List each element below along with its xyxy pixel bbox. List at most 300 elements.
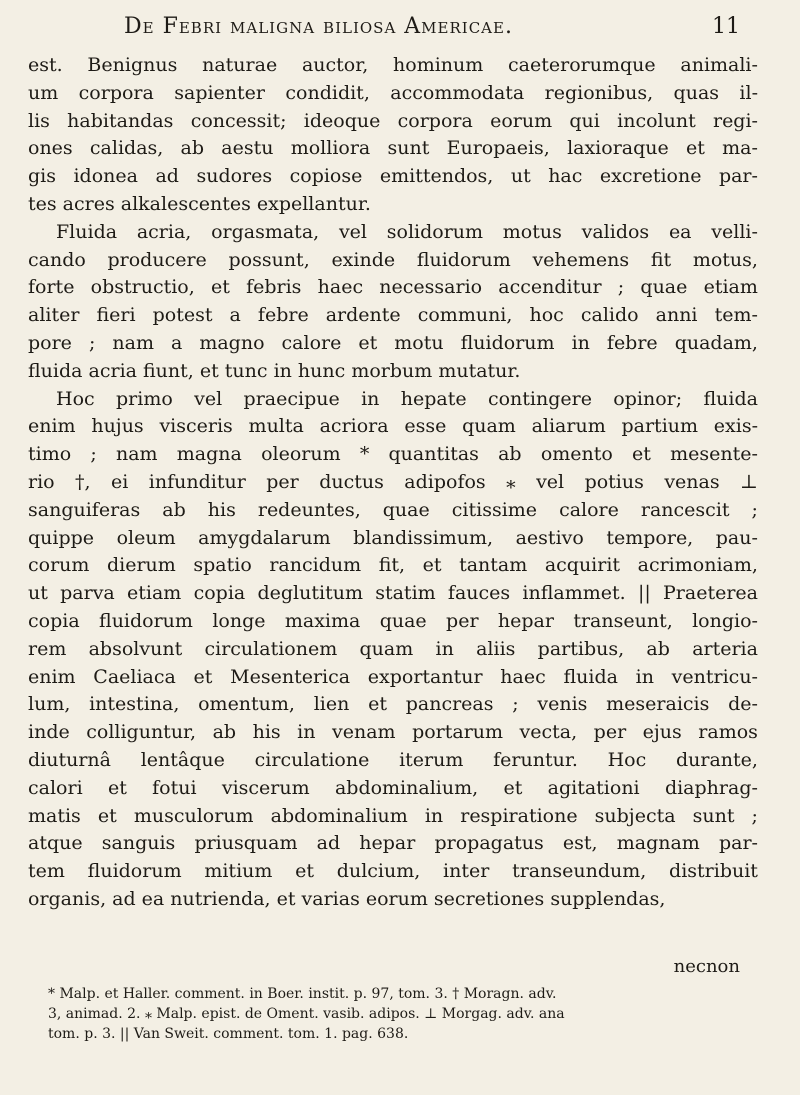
word: haec xyxy=(317,276,364,299)
word: †, xyxy=(75,470,91,493)
text-line xyxy=(28,803,758,831)
text-line xyxy=(28,163,758,191)
word: in xyxy=(435,637,454,660)
word: absolvunt xyxy=(88,637,183,660)
word: venis xyxy=(537,693,588,716)
word: venas xyxy=(664,470,720,493)
word: subjecta xyxy=(594,804,676,827)
word: accommodata xyxy=(390,81,525,104)
word: quippe xyxy=(28,526,95,549)
word: ab xyxy=(498,443,522,466)
word: a xyxy=(229,304,241,327)
word: vel xyxy=(194,387,223,410)
word: feruntur. xyxy=(493,748,578,771)
word: atque xyxy=(28,832,83,855)
word: motus xyxy=(502,220,562,243)
word: fotui xyxy=(152,776,197,799)
word: exis- xyxy=(713,415,758,438)
text-line: organis, ad ea nutrienda, et varias eorum secretiones supplendas, xyxy=(28,887,666,910)
word: sanguis xyxy=(101,832,176,855)
word: fluidorum xyxy=(99,609,193,632)
word: praecipue xyxy=(243,387,340,410)
word: et xyxy=(358,331,378,354)
word: calido xyxy=(580,304,639,327)
word: oleum xyxy=(116,526,176,549)
word: a xyxy=(170,331,183,354)
word: ei xyxy=(111,470,129,493)
word: in xyxy=(361,387,380,410)
word: il- xyxy=(739,81,758,104)
word: hac xyxy=(548,165,583,188)
text-line xyxy=(28,219,758,247)
word: calori xyxy=(28,776,83,799)
word: inflammet. xyxy=(522,582,626,605)
word: respiratione xyxy=(460,804,578,827)
word: ad xyxy=(155,165,179,188)
word: quam xyxy=(462,415,516,438)
word: inter xyxy=(443,860,490,883)
word: oleorum xyxy=(261,443,341,466)
word: quae xyxy=(640,276,688,299)
word: musculorum xyxy=(133,804,254,827)
word: lis xyxy=(28,109,50,132)
word: gis xyxy=(28,165,56,188)
word: aestivo xyxy=(515,526,584,549)
word: vel xyxy=(338,220,367,243)
word: visceris xyxy=(159,415,233,438)
body-text xyxy=(28,52,758,914)
word: ardente xyxy=(325,304,401,327)
word: lien xyxy=(313,693,350,716)
word: Mesenterica xyxy=(230,665,351,688)
word: * xyxy=(359,443,370,466)
word: ab xyxy=(180,137,205,160)
text-line xyxy=(28,469,758,497)
word: calore xyxy=(281,331,342,354)
word: intestina, xyxy=(89,693,180,716)
word: magna xyxy=(176,443,242,466)
word: anni xyxy=(655,304,698,327)
word: primo xyxy=(116,387,173,410)
word: Hoc xyxy=(56,387,95,410)
word: possunt, xyxy=(228,248,310,271)
text-line xyxy=(28,413,758,441)
word: redeuntes, xyxy=(257,498,361,521)
word: inde xyxy=(28,721,70,744)
word: fluidorum xyxy=(460,331,555,354)
word: contingere xyxy=(487,387,592,410)
word: sunt xyxy=(692,804,735,827)
word: acriora xyxy=(319,415,389,438)
word: Europaeis, xyxy=(446,137,550,160)
text-line xyxy=(28,664,758,692)
text-line xyxy=(28,691,758,719)
word: motu xyxy=(394,331,444,354)
word: Hoc xyxy=(607,748,647,771)
page-number: 11 xyxy=(712,14,740,39)
word: meseraicis xyxy=(606,693,710,716)
text-line: fluida acria fiunt, et tunc in hunc morbum mutatur. xyxy=(28,359,521,382)
word: aliarum xyxy=(531,415,606,438)
word: ea xyxy=(668,220,692,243)
word: obstructio, xyxy=(90,276,195,299)
word: per xyxy=(593,721,627,744)
word: tantam xyxy=(459,554,528,577)
word: ⁎ xyxy=(506,470,516,493)
word: um xyxy=(28,81,59,104)
word: forte xyxy=(28,276,75,299)
word: par- xyxy=(718,832,758,855)
word: ad xyxy=(316,832,341,855)
word: multa xyxy=(248,415,304,438)
word: vel xyxy=(536,470,565,493)
word: maxima xyxy=(284,609,361,632)
word: rio xyxy=(28,470,55,493)
word: circulatione xyxy=(254,748,370,771)
word: lum, xyxy=(28,693,71,716)
word: fluidorum xyxy=(87,860,182,883)
word: fluida xyxy=(563,665,618,688)
word: et xyxy=(210,276,230,299)
word: durante, xyxy=(676,748,758,771)
word: Benignus xyxy=(87,54,178,76)
word: febris xyxy=(246,276,302,299)
word: ramos xyxy=(698,721,758,744)
word: fit xyxy=(650,248,672,271)
word: habitandas xyxy=(67,109,174,132)
word: emittendos, xyxy=(379,165,494,188)
word: esse xyxy=(404,415,447,438)
word: mitium xyxy=(204,860,273,883)
word: aliter xyxy=(28,304,80,327)
text-line xyxy=(28,302,758,330)
word: etiam xyxy=(703,276,758,299)
word: et xyxy=(97,804,117,827)
word: tem xyxy=(28,860,65,883)
text-line xyxy=(28,636,758,664)
text-line xyxy=(28,52,758,80)
word: quadam, xyxy=(674,331,758,354)
word: rancidum xyxy=(269,554,362,577)
word: corpora xyxy=(78,81,154,104)
word: potest xyxy=(152,304,213,327)
footnote-line: tom. p. 3. || Van Sweit. comment. tom. 1. pag. 638. xyxy=(48,1026,409,1042)
text-line xyxy=(28,552,758,580)
word: et xyxy=(632,443,651,466)
word: pau- xyxy=(715,526,758,549)
word: ideoque xyxy=(303,109,381,132)
word: adipofos xyxy=(404,470,486,493)
word: regi- xyxy=(712,109,758,132)
word: animali- xyxy=(680,54,758,76)
word: velli- xyxy=(711,220,758,243)
word: citissime xyxy=(451,498,538,521)
word: mesente- xyxy=(670,443,758,466)
text-line xyxy=(28,108,758,136)
word: eorum xyxy=(490,109,553,132)
word: abdominalium xyxy=(270,804,408,827)
word: matis xyxy=(28,804,81,827)
word: diaphrag- xyxy=(664,776,758,799)
word: copia xyxy=(193,582,246,605)
word: ut xyxy=(510,165,531,188)
word: magnam xyxy=(616,832,700,855)
word: his xyxy=(252,721,281,744)
word: calidas, xyxy=(89,137,164,160)
word: producere xyxy=(107,248,207,271)
word: deglutitum xyxy=(257,582,363,605)
word: sapienter xyxy=(174,81,265,104)
text-line xyxy=(28,497,758,525)
word: his xyxy=(207,498,236,521)
word: amygdalarum xyxy=(198,526,331,549)
word: ejus xyxy=(642,721,682,744)
page-header xyxy=(124,14,740,39)
word: et xyxy=(503,776,523,799)
word: et xyxy=(686,137,705,160)
word: accenditur xyxy=(498,276,602,299)
word: hoc xyxy=(529,304,564,327)
word: ab xyxy=(212,721,237,744)
word: enim xyxy=(28,415,76,438)
word: omento xyxy=(540,443,613,466)
text-line xyxy=(28,80,758,108)
word: ; xyxy=(88,331,96,354)
text-line xyxy=(28,135,758,163)
word: ; xyxy=(617,276,625,299)
word: in xyxy=(571,331,590,354)
text-line xyxy=(28,247,758,275)
word: est, xyxy=(562,832,598,855)
word: et xyxy=(295,860,315,883)
word: exinde xyxy=(331,248,396,271)
word: longe xyxy=(212,609,266,632)
word: concessit; xyxy=(190,109,287,132)
word: magno xyxy=(199,331,265,354)
word: agitationi xyxy=(547,776,640,799)
text-line xyxy=(28,719,758,747)
word: quas xyxy=(673,81,720,104)
word: enim xyxy=(28,665,76,688)
word: ⊥ xyxy=(740,470,758,493)
word: nam xyxy=(115,443,158,466)
word: copia xyxy=(28,609,80,632)
word: opinor; xyxy=(613,387,683,410)
word: ab xyxy=(646,637,670,660)
word: laxioraque xyxy=(567,137,669,160)
word: acrimoniam, xyxy=(637,554,758,577)
word: acria, xyxy=(136,220,192,243)
word: excretione xyxy=(599,165,702,188)
word: ones xyxy=(28,137,73,160)
word: vehemens xyxy=(532,248,630,271)
word: transeundum, xyxy=(512,860,647,883)
word: partium xyxy=(621,415,699,438)
word: abdominalium, xyxy=(334,776,479,799)
word: naturae xyxy=(202,54,278,76)
footnote-line: 3, animad. 2. ⁎ Malp. epist. de Oment. vasib. adipos. ⊥ Morgag. adv. ana xyxy=(48,1006,565,1022)
word: pancreas xyxy=(405,693,494,716)
text-line xyxy=(28,775,758,803)
word: in xyxy=(424,804,444,827)
word: omentum, xyxy=(198,693,295,716)
running-head: De Febri maligna biliosa Americae. xyxy=(124,14,513,39)
word: ; xyxy=(751,804,758,827)
word: de- xyxy=(728,693,758,716)
word: Caeliaca xyxy=(93,665,176,688)
word: tempore, xyxy=(606,526,694,549)
word: quantitas xyxy=(388,443,479,466)
word: colliguntur, xyxy=(86,721,197,744)
word: transeunt, xyxy=(573,609,673,632)
word: parva xyxy=(60,582,115,605)
word: condidit, xyxy=(285,81,370,104)
word: in xyxy=(297,721,316,744)
word: dierum xyxy=(106,554,176,577)
word: quae xyxy=(382,498,430,521)
word: fluida xyxy=(703,387,758,410)
word: ; xyxy=(751,498,758,521)
word: est. xyxy=(28,54,63,76)
word: calore xyxy=(559,498,619,521)
word: venam xyxy=(332,721,396,744)
text-line xyxy=(28,386,758,414)
word: blandissimum, xyxy=(353,526,494,549)
word: etiam xyxy=(127,582,182,605)
word: fit, xyxy=(378,554,406,577)
word: hepar xyxy=(497,609,554,632)
word: fieri xyxy=(96,304,136,327)
word: incolunt xyxy=(617,109,696,132)
text-line xyxy=(28,580,758,608)
word: ut xyxy=(28,582,48,605)
word: || xyxy=(637,582,651,605)
word: partibus, xyxy=(537,637,625,660)
word: ma- xyxy=(722,137,758,160)
word: fauces xyxy=(447,582,511,605)
word: in xyxy=(635,665,654,688)
word: sunt xyxy=(387,137,430,160)
word: et xyxy=(422,554,442,577)
word: fluidorum xyxy=(416,248,511,271)
word: copiose xyxy=(289,165,363,188)
word: diuturnâ xyxy=(28,748,111,771)
word: hujus xyxy=(91,415,144,438)
footnotes xyxy=(48,984,778,1044)
word: acquirit xyxy=(544,554,621,577)
word: timo xyxy=(28,443,72,466)
word: et xyxy=(107,776,127,799)
word: cando xyxy=(28,248,86,271)
word: communi, xyxy=(417,304,513,327)
word: hepate xyxy=(400,387,467,410)
word: et xyxy=(193,665,213,688)
word: portarum xyxy=(412,721,504,744)
word: qui xyxy=(569,109,600,132)
word: longio- xyxy=(692,609,758,632)
word: exportantur xyxy=(367,665,483,688)
word: orgasmata, xyxy=(211,220,320,243)
word: circulationem xyxy=(204,637,338,660)
word: aliis xyxy=(476,637,516,660)
word: febre xyxy=(606,331,658,354)
text-line xyxy=(28,441,758,469)
word: ab xyxy=(162,498,186,521)
text-line xyxy=(28,274,758,302)
word: hepar xyxy=(359,832,416,855)
word: aestu xyxy=(221,137,274,160)
word: molliora xyxy=(290,137,371,160)
word: ductus xyxy=(319,470,384,493)
word: par- xyxy=(718,165,758,188)
word: pore xyxy=(28,331,72,354)
word: haec xyxy=(500,665,546,688)
word: auctor, xyxy=(301,54,369,76)
word: vecta, xyxy=(519,721,578,744)
word: febre xyxy=(257,304,309,327)
word: priusquam xyxy=(194,832,298,855)
word: idonea xyxy=(73,165,138,188)
word: propagatus xyxy=(434,832,544,855)
word: ; xyxy=(512,693,519,716)
word: spatio xyxy=(193,554,252,577)
word: per xyxy=(446,609,479,632)
word: hominum xyxy=(393,54,484,76)
word: tem- xyxy=(714,304,758,327)
word: viscerum xyxy=(221,776,310,799)
text-line xyxy=(28,608,758,636)
word: per xyxy=(266,470,299,493)
word: ; xyxy=(90,443,97,466)
footnote-line: * Malp. et Haller. comment. in Boer. instit. p. 97, tom. 3. † Moragn. adv. xyxy=(48,986,557,1002)
text-line xyxy=(28,330,758,358)
word: arteria xyxy=(692,637,758,660)
word: rancescit xyxy=(640,498,730,521)
word: statim xyxy=(375,582,436,605)
text-line xyxy=(28,830,758,858)
word: regionibus, xyxy=(544,81,654,104)
word: caeterorumque xyxy=(508,54,656,76)
word: distribuit xyxy=(669,860,758,883)
word: ventricu- xyxy=(671,665,758,688)
word: corum xyxy=(28,554,90,577)
catchword: necnon xyxy=(673,956,740,977)
word: dulcium, xyxy=(336,860,421,883)
word: lentâque xyxy=(140,748,225,771)
word: motus, xyxy=(692,248,758,271)
word: necessario xyxy=(379,276,483,299)
word: quam xyxy=(359,637,414,660)
word: infunditur xyxy=(148,470,246,493)
word: solidorum xyxy=(386,220,484,243)
word: et xyxy=(368,693,387,716)
word: potius xyxy=(584,470,644,493)
word: sudores xyxy=(196,165,273,188)
word: iterum xyxy=(399,748,464,771)
text-line xyxy=(28,525,758,553)
text-line xyxy=(28,747,758,775)
word: corpora xyxy=(397,109,473,132)
text-line xyxy=(28,858,758,886)
word: Praeterea xyxy=(663,582,758,605)
word: nam xyxy=(112,331,154,354)
word: quae xyxy=(379,609,427,632)
text-line: tes acres alkalescentes expellantur. xyxy=(28,192,371,215)
word: sanguiferas xyxy=(28,498,141,521)
word: validos xyxy=(581,220,650,243)
word: Fluida xyxy=(56,220,118,243)
word: rem xyxy=(28,637,67,660)
